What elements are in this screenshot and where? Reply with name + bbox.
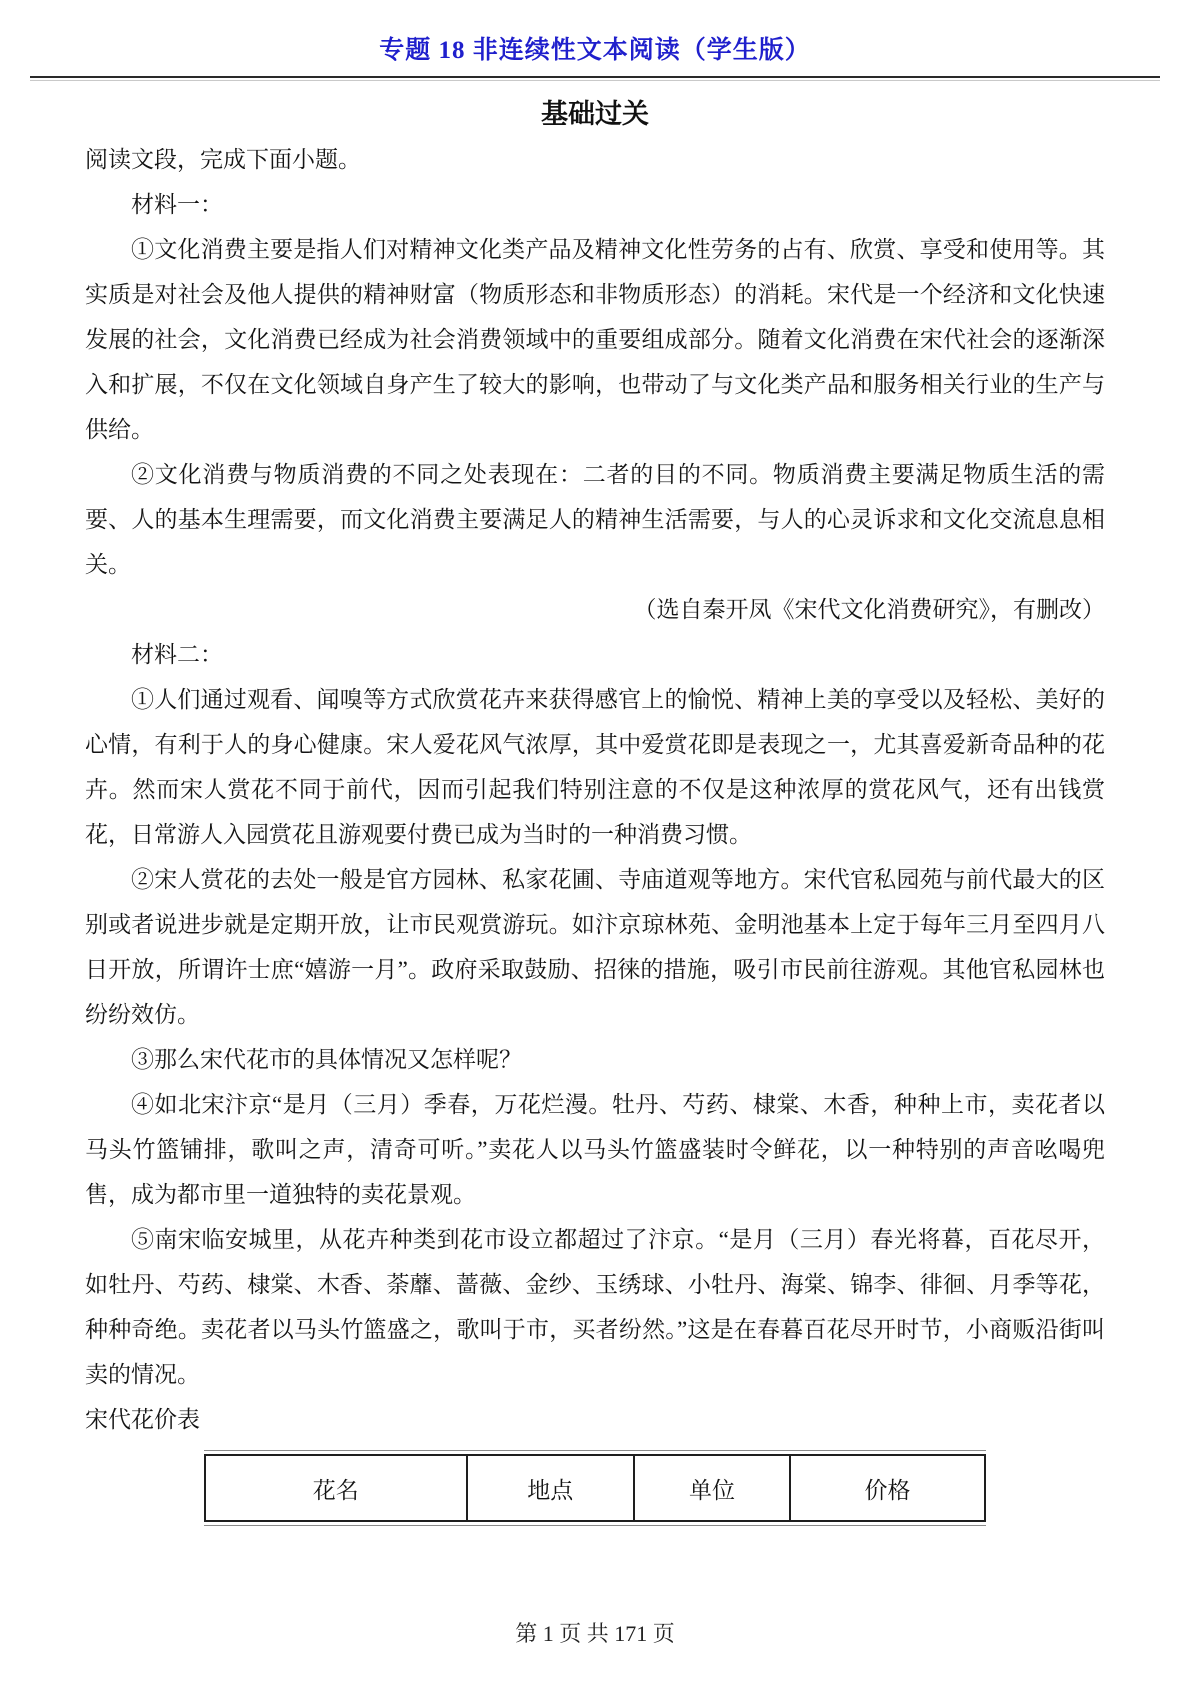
material2-paragraph-2: ②宋人赏花的去处一般是官方园林、私家花圃、寺庙道观等地方。宋代官私园苑与前代最大的区别或者说进步就是定期开放，让市民观赏游玩。如汴京琼林苑、金明池基本上定于每年三月至四月八日开放，所谓许士庶“嬉游一月”。政府采取鼓励、招徕的措施，吸引市民前往游观。其他官私园林也纷纷效仿。 (85, 867, 1105, 1027)
material1-source: （选自秦开凤《宋代文化消费研究》，有删改） (633, 597, 1105, 622)
header-rule (30, 76, 1160, 81)
table-header-row (205, 1455, 985, 1521)
material2-label: 材料二： (131, 642, 223, 667)
table-header-unit: 单位 (634, 1455, 790, 1521)
intro-line: 阅读文段，完成下面小题。 (85, 147, 361, 172)
section-heading: 基础过关 (541, 99, 649, 129)
table-header-price: 价格 (790, 1455, 985, 1521)
doc-title: 专题 18 非连续性文本阅读（学生版） (379, 37, 811, 64)
table-caption: 宋代花价表 (85, 1407, 200, 1432)
table-header-flower-name: 花名 (205, 1455, 467, 1521)
material2-paragraph-4: ④如北宋汴京“是月（三月）季春，万花烂漫。牡丹、芍药、棣棠、木香，种种上市，卖花者以马头竹篮铺排，歌叫之声，清奇可听。”卖花人以马头竹篮盛装时令鲜花，以一种特别的声音吆喝兜售，成为都市里一道独特的卖花景观。 (85, 1092, 1105, 1207)
page-number-footer: 第 1 页 共 171 页 (515, 1621, 675, 1646)
document-body (0, 131, 1190, 1526)
material1-label: 材料一： (131, 192, 223, 217)
material1-paragraph-1: ①文化消费主要是指人们对精神文化类产品及精神文化性劳务的占有、欣赏、享受和使用等。其实质是对社会及他人提供的精神财富（物质形态和非物质形态）的消耗。宋代是一个经济和文化快速发展的社会，文化消费已经成为社会消费领域中的重要组成部分。随着文化消费在宋代社会的逐渐深入和扩展，不仅在文化领域自身产生了较大的影响，也带动了与文化类产品和服务相关行业的生产与供给。 (85, 237, 1105, 442)
material2-paragraph-1: ①人们通过观看、闻嗅等方式欣赏花卉来获得感官上的愉悦、精神上美的享受以及轻松、美好的心情，有利于人的身心健康。宋人爱花风气浓厚，其中爱赏花即是表现之一，尤其喜爱新奇品种的花卉。然而宋人赏花不同于前代，因而引起我们特别注意的不仅是这种浓厚的赏花风气，还有出钱赏花，日常游人入园赏花且游观要付费已成为当时的一种消费习惯。 (85, 687, 1105, 847)
material2-paragraph-3: ③那么宋代花市的具体情况又怎样呢？ (131, 1047, 522, 1072)
material2-paragraph-5: ⑤南宋临安城里，从花卉种类到花市设立都超过了汴京。“是月（三月）春光将暮，百花尽开，如牡丹、芍药、棣棠、木香、荼蘼、蔷薇、金纱、玉绣球、小牡丹、海棠、锦李、徘徊、月季等花，种种奇绝。卖花者以马头竹篮盛之，歌叫于市，买者纷然。”这是在春暮百花尽开时节，小商贩沿街叫卖的情况。 (85, 1227, 1105, 1387)
table-header-location: 地点 (467, 1455, 634, 1521)
material1-paragraph-2: ②文化消费与物质消费的不同之处表现在：二者的目的不同。物质消费主要满足物质生活的需要、人的基本生理需要，而文化消费主要满足人的精神生活需要，与人的心灵诉求和文化交流息息相关。 (85, 462, 1105, 577)
price-table (204, 1450, 986, 1526)
